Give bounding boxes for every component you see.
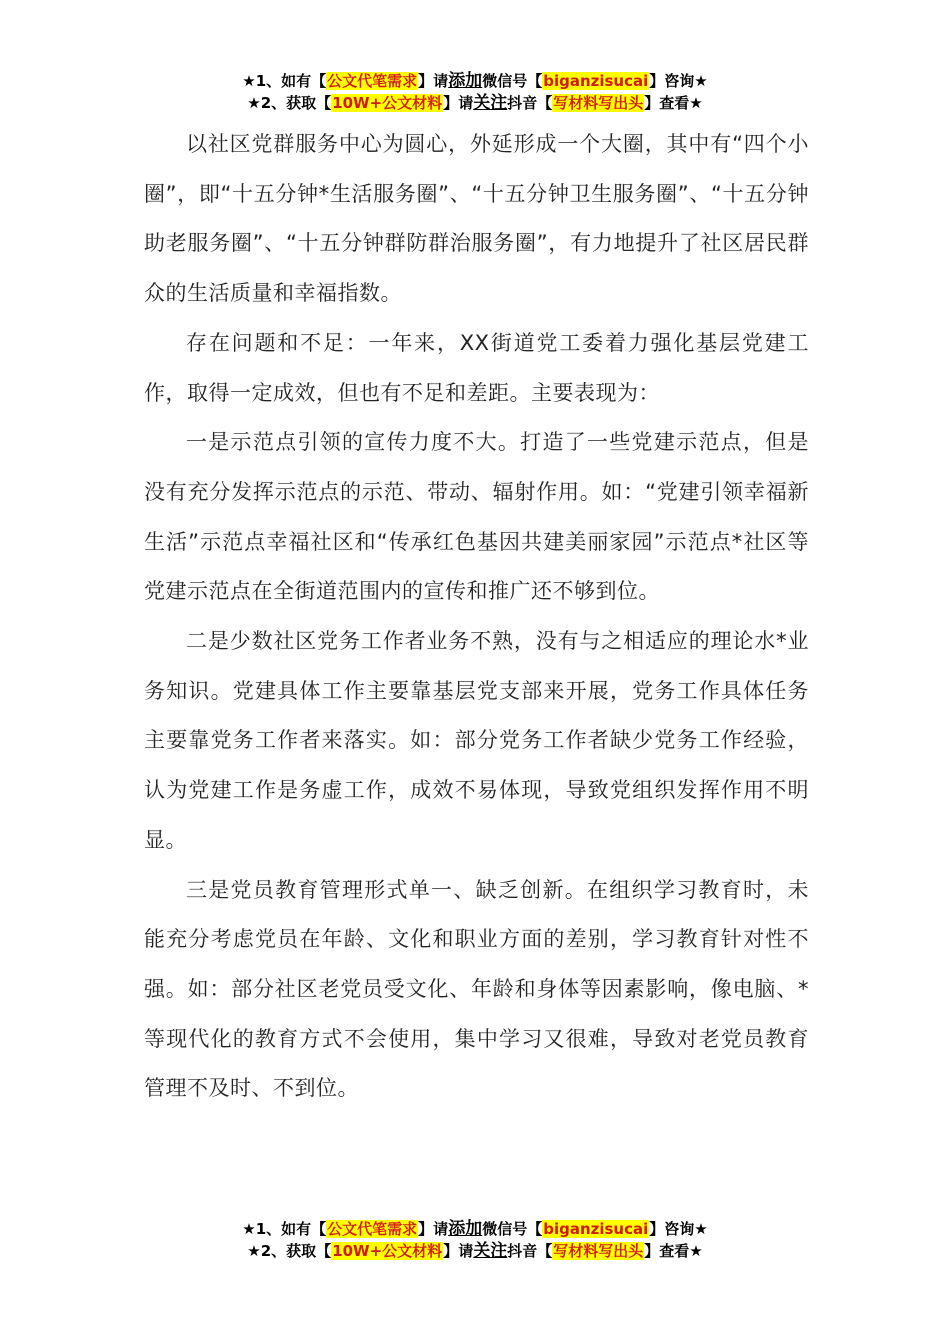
promo-footer-line-1-suffix: 】咨询★ bbox=[649, 1220, 708, 1238]
paragraph: 二是少数社区党务工作者业务不熟，没有与之相适应的理论水*业务知识。党建具体工作主要靠基层党支部来开展，党务工作具体任务主要靠党务工作者来落实。如：部分党务工作者缺少党务工作经验，认为党建工作是务虚工作，成效不易体现，导致党组织发挥作用不明显。 bbox=[144, 629, 809, 852]
promo-line-2-mid: 】请 bbox=[443, 94, 474, 112]
document-body bbox=[144, 120, 809, 1114]
promo-line-1 bbox=[0, 70, 950, 92]
paragraph: 三是党员教育管理形式单一、缺乏创新。在组织学习教育时，未能充分考虑党员在年龄、文化和职业方面的差别，学习教育针对性不强。如：部分社区老党员受文化、年龄和身体等因素影响，像电脑、*等现代化的教育方式不会使用，集中学习又很难，导致对老党员教育管理不及时、不到位。 bbox=[144, 877, 809, 1101]
promo-footer-line-2-mid2: 抖音【 bbox=[507, 1242, 553, 1260]
promo-footer-line-1-mid2: 微信号【 bbox=[482, 1220, 543, 1238]
promo-footer bbox=[0, 1218, 950, 1262]
promo-footer-line-1-mid: 】请 bbox=[418, 1220, 449, 1238]
promo-line-2-mid2: 抖音【 bbox=[507, 94, 553, 112]
promo-line-1-mid2: 微信号【 bbox=[482, 72, 543, 90]
promo-line-1-prefix: ★1、如有【 bbox=[242, 72, 327, 90]
promo-line-1-suffix: 】咨询★ bbox=[649, 72, 708, 90]
paragraph: 以社区党群服务中心为圆心，外延形成一个大圈，其中有“四个小圈”，即“十五分钟*生活服务圈”、“十五分钟卫生服务圈”、“十五分钟助老服务圈”、“十五分钟群防群治服务圈”，有力地提升了社区居民群众的生活质量和幸福指数。 bbox=[144, 132, 809, 306]
promo-footer-line-2-underlined: 关注 bbox=[473, 1241, 508, 1261]
promo-footer-line-2-prefix: ★2、获取【 bbox=[247, 1242, 332, 1260]
promo-footer-line-1 bbox=[0, 1218, 950, 1240]
promo-line-2-prefix: ★2、获取【 bbox=[247, 94, 332, 112]
promo-line-2-highlight-materials: 10W+公文材料 bbox=[332, 94, 443, 112]
promo-line-1-mid: 】请 bbox=[418, 72, 449, 90]
promo-line-2-suffix: 】查看★ bbox=[644, 94, 703, 112]
promo-footer-line-1-prefix: ★1、如有【 bbox=[242, 1220, 327, 1238]
promo-line-1-underlined: 添加 bbox=[448, 71, 483, 91]
promo-line-2-underlined: 关注 bbox=[473, 93, 508, 113]
promo-footer-line-1-underlined: 添加 bbox=[448, 1219, 483, 1239]
promo-footer-line-1-highlight-wechat: biganzisucai bbox=[543, 1220, 649, 1238]
paragraph: 存在问题和不足：一年来，XX街道党工委着力强化基层党建工作，取得一定成效，但也有不足和差距。主要表现为： bbox=[144, 330, 809, 405]
promo-footer-line-2-highlight-materials: 10W+公文材料 bbox=[332, 1242, 443, 1260]
promo-line-2 bbox=[0, 92, 950, 114]
promo-line-2-highlight-douyin: 写材料写出头 bbox=[553, 94, 644, 112]
promo-footer-line-2-highlight-douyin: 写材料写出头 bbox=[553, 1242, 644, 1260]
promo-header bbox=[0, 70, 950, 114]
paragraph: 一是示范点引领的宣传力度不大。打造了一些党建示范点，但是没有充分发挥示范点的示范、带动、辐射作用。如：“党建引领幸福新生活”示范点幸福社区和“传承红色基因共建美丽家园”示范点*社区等党建示范点在全街道范围内的宣传和推广还不够到位。 bbox=[144, 430, 809, 604]
promo-line-1-highlight-wechat: biganzisucai bbox=[543, 72, 649, 90]
promo-footer-line-2 bbox=[0, 1240, 950, 1262]
promo-footer-line-2-suffix: 】查看★ bbox=[644, 1242, 703, 1260]
promo-footer-line-1-highlight-service: 公文代笔需求 bbox=[327, 1220, 418, 1238]
promo-line-1-highlight-service: 公文代笔需求 bbox=[327, 72, 418, 90]
promo-footer-line-2-mid: 】请 bbox=[443, 1242, 474, 1260]
